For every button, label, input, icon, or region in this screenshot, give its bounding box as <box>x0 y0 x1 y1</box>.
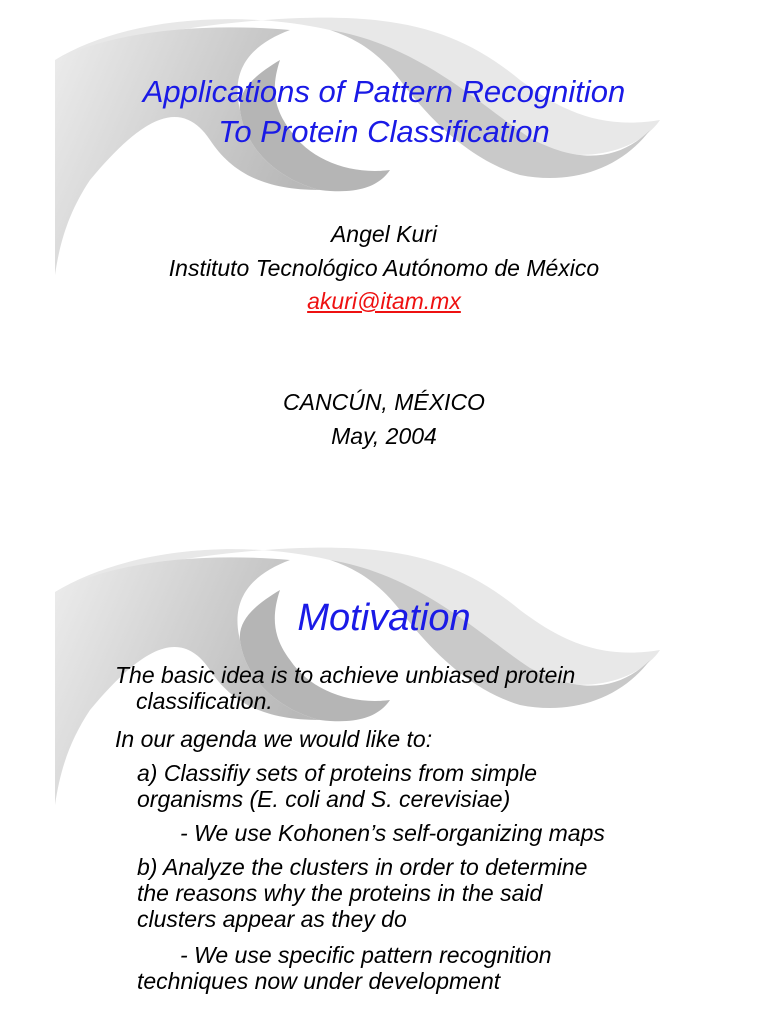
title-line-2: To Protein Classification <box>218 114 550 149</box>
slide-title <box>0 72 768 152</box>
paragraph-1-line-2: classification. <box>136 688 273 714</box>
item-b-sub <box>137 942 552 994</box>
paragraph-1-line-1: The basic idea is to achieve unbiased protein <box>115 662 576 688</box>
paragraph-2: In our agenda we would like to: <box>115 726 433 752</box>
item-b-sub-line-2: techniques now under development <box>137 968 501 994</box>
institution-name: Instituto Tecnológico Autónomo de México <box>168 255 600 281</box>
slide-title-motivation: Motivation <box>297 597 471 639</box>
date-text: May, 2004 <box>331 423 437 449</box>
motivation-slide <box>0 512 768 1024</box>
item-a-sub: - We use Kohonen’s self-organizing maps <box>180 820 605 846</box>
item-b-line-1: b) Analyze the clusters in order to determine <box>137 854 588 880</box>
location-text: CANCÚN, MÉXICO <box>283 389 485 415</box>
item-b-line-2: the reasons why the proteins in the said <box>137 880 543 906</box>
item-a <box>137 760 537 812</box>
item-b <box>137 854 587 932</box>
item-b-sub-line-1: - We use specific pattern recognition <box>180 942 552 968</box>
item-a-line-1: a) Classifiy sets of proteins from simple <box>137 760 538 786</box>
email-link[interactable]: akuri@itam.mx <box>307 288 461 314</box>
author-name: Angel Kuri <box>330 221 438 247</box>
paragraph-1 <box>115 662 575 714</box>
title-line-1: Applications of Pattern Recognition <box>142 74 626 109</box>
item-b-line-3: clusters appear as they do <box>137 906 407 932</box>
item-a-line-2: organisms (E. coli and S. cerevisiae) <box>137 786 511 812</box>
